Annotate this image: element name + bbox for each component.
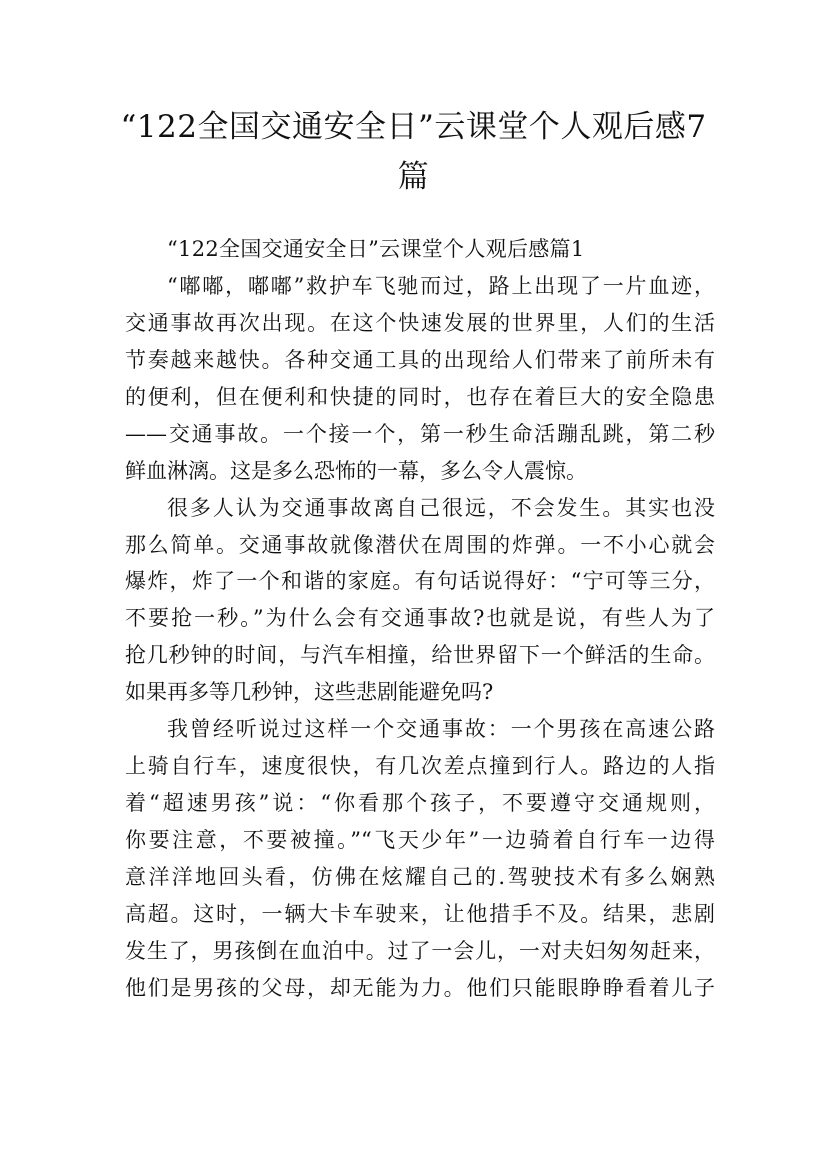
section-heading: “122全国交通安全日”云课堂个人观后感篇1 bbox=[167, 237, 585, 261]
text-line: 如果再多等几秒钟，这些悲剧能避免吗? bbox=[125, 680, 494, 705]
title-line-1: “122全国交通安全日”云课堂个人观后感7 bbox=[120, 109, 707, 145]
document-title bbox=[100, 102, 727, 202]
text-line: “嘟嘟，嘟嘟”救护车飞驰而过，路上出现了一片血迹， bbox=[167, 273, 715, 298]
text-line: 着“超速男孩”说：“你看那个孩子，不要遵守交通规则， bbox=[125, 791, 715, 816]
text-line: 抢几秒钟的时间，与汽车相撞，给世界留下一个鲜活的生命。 bbox=[125, 643, 715, 668]
text-line: 高超。这时，一辆大卡车驶来，让他措手不及。结果，悲剧 bbox=[125, 901, 715, 926]
text-line: 他们是男孩的父母，却无能为力。他们只能眼睁睁看着儿子 bbox=[125, 975, 715, 1000]
text-line: 那么简单。交通事故就像潜伏在周围的炸弹。一不小心就会 bbox=[125, 532, 715, 557]
text-line: 我曾经听说过这样一个交通事故：一个男孩在高速公路 bbox=[167, 717, 715, 742]
text-line: 交通事故再次出现。在这个快速发展的世界里，人们的生活 bbox=[125, 310, 715, 335]
text-line: 意洋洋地回头看，仿佛在炫耀自己的.驾驶技术有多么娴熟 bbox=[125, 864, 715, 889]
text-line: 的便利，但在便利和快捷的同时，也存在着巨大的安全隐患 bbox=[125, 384, 715, 409]
document-body bbox=[125, 231, 715, 1007]
text-line: 爆炸，炸了一个和谐的家庭。有句话说得好：“宁可等三分， bbox=[125, 569, 715, 594]
text-line: 发生了，男孩倒在血泊中。过了一会儿，一对夫妇匆匆赶来， bbox=[125, 938, 715, 963]
text-line: ——交通事故。一个接一个，第一秒生命活蹦乱跳，第二秒 bbox=[125, 421, 715, 446]
text-line: 上骑自行车，速度很快，有几次差点撞到行人。路边的人指 bbox=[125, 754, 715, 779]
text-line: 很多人认为交通事故离自己很远，不会发生。其实也没 bbox=[167, 495, 715, 520]
title-line-2: 篇 bbox=[397, 159, 430, 195]
text-line: 不要抢一秒。”为什么会有交通事故?也就是说，有些人为了 bbox=[125, 606, 715, 631]
text-line: 鲜血淋漓。这是多么恐怖的一幕，多么令人震惊。 bbox=[125, 458, 587, 483]
text-line: 你要注意，不要被撞。”“飞天少年”一边骑着自行车一边得 bbox=[125, 828, 715, 852]
text-line: 节奏越来越快。各种交通工具的出现给人们带来了前所未有 bbox=[125, 347, 715, 372]
